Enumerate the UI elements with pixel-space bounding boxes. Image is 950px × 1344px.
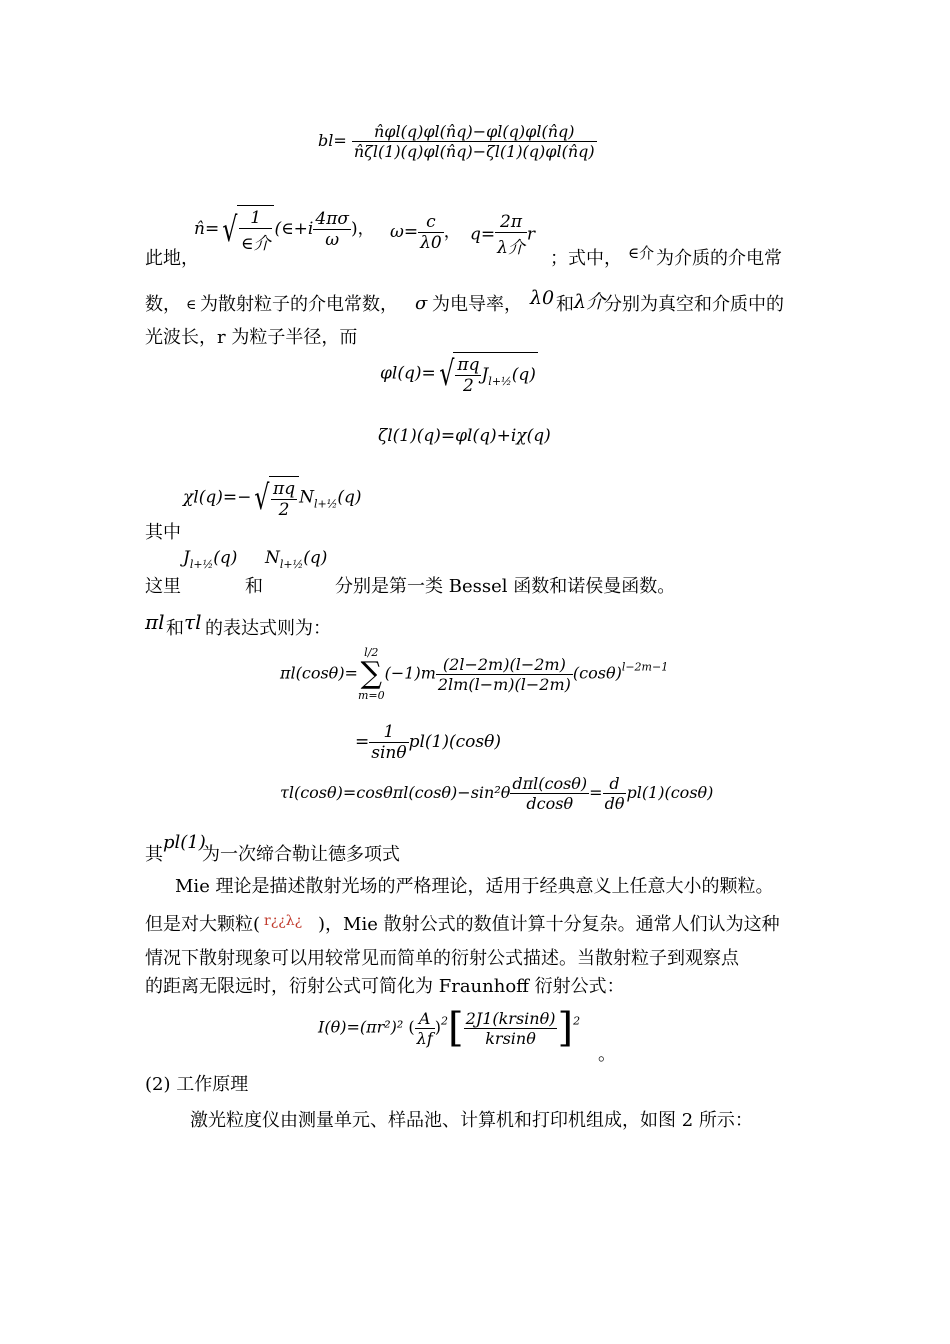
text-eps-med-tail: 为介质的介电常 [656, 248, 782, 269]
symbol-eps-med: ∈介 [628, 244, 655, 262]
formula-eq2-den: sinθ [371, 743, 407, 763]
paragraph-mie-3: 情况下散射现象可以用较常见而简单的衍射公式描述。当散射粒子到观察点 [145, 948, 739, 969]
formula-phi-J: J [481, 365, 489, 385]
formula-N [265, 548, 327, 571]
formula-n-num: 1 [239, 208, 273, 229]
formula-pi-den: 2lm(l−m)(l−2m) [437, 674, 571, 694]
formula-phi-sub: l+½ [488, 375, 512, 388]
text-qi: 其 [145, 844, 163, 865]
formula-q [470, 212, 535, 258]
formula-q-num: 2π [495, 212, 527, 233]
paragraph-mie-2-mark: r¿¿λ¿ [264, 913, 303, 929]
formula-bl-numerator: n̂φl(q)φl(n̂q)−φl(q)φl(n̂q) [352, 122, 597, 142]
paragraph-mie-4: 的距离无限远时，衍射公式可简化为 Fraunhoff 衍射公式： [145, 976, 625, 997]
formula-pi-num: (2l−2m)(l−2m) [436, 655, 573, 675]
text-legendre: 为一次缔合勒让德多项式 [202, 844, 400, 865]
symbol-tau-l: τl [184, 610, 202, 634]
formula-pi-tail: (cosθ) [572, 663, 622, 683]
formula-n-frac-num: 4πσ [315, 209, 349, 229]
formula-N-arg: (q) [303, 548, 328, 568]
formula-eq2-lhs: = [355, 732, 370, 752]
text-bessel: 分别是第一类 Bessel 函数和诺侯曼函数。 [335, 576, 676, 597]
symbol-sigma: σ [415, 293, 428, 314]
formula-sum-top: l/2 [364, 646, 379, 659]
formula-pi-l: πl(cosθ)= l/2 ∑ m=0 (−1)m $\frac{(2l-2m)(l-2m)}{2lm(l-m)(l-2m)}$ $(\cos\theta)^{l-2m-1}$ [280, 646, 669, 702]
formula-omega [390, 212, 461, 253]
symbol-lambda0: λ0 [530, 287, 555, 309]
text-qizhong: 其中 [145, 522, 181, 543]
formula-I-sq2: 2 [573, 1014, 581, 1028]
formula-tau-lhs: τl(cosθ)=cosθπl(cosθ)−sin²θ [280, 783, 511, 802]
formula-bl [318, 122, 597, 161]
text-he: 和 [245, 576, 263, 597]
formula-chi-num: πq [273, 479, 296, 499]
formula-I-lhs: I(θ)=(πr²)² [318, 1017, 404, 1037]
paragraph-mie-1: Mie 理论是描述散射光场的严格理论，适用于经典意义上任意大小的颗粒。 [175, 876, 774, 897]
formula-tau-num: dπl(cosθ) [512, 774, 588, 793]
formula-tau-den2: dθ [604, 794, 625, 813]
formula-pi-second [355, 722, 501, 763]
formula-pi-sign: (−1)m [384, 663, 436, 683]
formula-n-inner: (∈+i [274, 219, 314, 239]
formula-bl-denominator: n̂ζl(1)(q)φl(n̂q)−ζl(1)(q)φl(n̂q) [353, 142, 595, 161]
paragraph-laser: 激光粒度仪由测量单元、样品池、计算机和打印机组成，如图 2 所示： [190, 1110, 753, 1131]
formula-chi-N: N [299, 487, 314, 508]
formula-chi-sub: l+½ [313, 497, 338, 511]
formula-I-frac-num: A [415, 1009, 435, 1029]
formula-omega-den: λ0 [420, 233, 442, 253]
text-period: 。 [598, 1044, 616, 1065]
text-line2-d: 和 [556, 294, 574, 315]
formula-omega-tail: ， [443, 222, 461, 242]
formula-chi-arg: (q) [337, 487, 362, 508]
formula-I-frac-den: λf [416, 1028, 433, 1048]
paragraph-mie-2a: 但是对大颗粒( [145, 914, 261, 935]
text-line2-a: 数， [145, 294, 181, 315]
formula-tau-num2: d [603, 774, 627, 794]
formula-q-den: λ介 [497, 238, 525, 258]
formula-J-symbol: J [183, 548, 190, 568]
formula-I-den: krsinθ [485, 1028, 536, 1048]
formula-phi: φl(q)=√ $\frac{\pi q}{2}$ $J_{l+\frac{1}{2}}(q)$ [380, 354, 536, 396]
formula-J-arg: (q) [213, 548, 238, 568]
formula-J-sub: l+½ [189, 558, 214, 571]
formula-phi-num: πq [457, 355, 480, 375]
formula-q-lhs: q= [470, 224, 496, 245]
formula-bl-lhs: bl= [318, 131, 347, 150]
paragraph-mie-2b: )，Mie 散射公式的数值计算十分复杂。通常人们认为这种 [318, 914, 780, 935]
formula-pi-lhs: πl(cosθ)= [280, 663, 358, 683]
symbol-eps: ∈ [186, 297, 197, 313]
text-line2-b: 为散射粒子的介电常数， [200, 294, 398, 315]
formula-tau-l [280, 774, 713, 813]
formula-q-tail: r [526, 224, 536, 245]
formula-N-symbol: N [265, 548, 280, 568]
formula-omega-lhs: ω= [390, 222, 419, 242]
text-pi-tau-tail: 的表达式则为： [205, 618, 331, 639]
text-pi-tau-and: 和 [166, 618, 184, 639]
text-zheli: 这里 [145, 576, 181, 597]
formula-phi-lhs: φl(q)= [380, 363, 436, 384]
formula-chi-den: 2 [278, 500, 290, 520]
text-line3: 光波长，r 为粒子半径，而 [145, 327, 358, 348]
formula-n-hat: n̂=√ $\frac{1}{\text{∈介}}$ (∈+i $\frac{4\pi\sigma}{\omega}$ )， [194, 205, 375, 254]
formula-tau-den: dcosθ [526, 794, 574, 813]
symbol-lambda-med: λ介 [574, 291, 606, 313]
formula-phi-arg: (q) [511, 365, 536, 385]
formula-n-close: )， [350, 219, 375, 239]
formula-chi-lhs: χl(q)=− [183, 487, 252, 508]
formula-I-sq: 2 [440, 1014, 448, 1028]
formula-tau-tail: pl(1)(cosθ) [626, 783, 714, 802]
section-heading: (2) 工作原理 [145, 1074, 249, 1095]
symbol-pi-l: πl [145, 610, 165, 634]
formula-chi: χl(q)=−√ $\frac{\pi q}{2}$ $N_{l+\frac{1}{2}}(q)$ [183, 478, 362, 520]
text-line2-e: 分别为真空和介质中的 [604, 294, 784, 315]
formula-eq2-tail: pl(1)(cosθ) [408, 732, 501, 752]
text-line2-c: 为电导率， [432, 294, 522, 315]
formula-n-lhs: n̂= [194, 219, 220, 239]
formula-sum-bottom: m=0 [357, 689, 385, 702]
formula-J [183, 548, 237, 571]
formula-omega-num: c [418, 212, 444, 233]
symbol-p-l1: pl(1) [163, 832, 206, 853]
formula-eq2-num: 1 [369, 722, 408, 743]
formula-pi-exp: l−2m−1 [621, 660, 669, 674]
text-shizhong: ；式中， [550, 248, 622, 269]
formula-N-sub: l+½ [279, 558, 304, 571]
formula-I-num: 2J1(krsinθ) [465, 1008, 556, 1028]
formula-fraunhofer: I(θ)=(πr²)² ( $\frac{A}{\lambda f}$ )$^2$[ $\frac{2J1(krsin\theta)}{krsin\theta}$ ]$^2$ [318, 1005, 581, 1051]
formula-tau-eq: = [589, 783, 603, 802]
formula-n-frac-den: ω [325, 230, 340, 250]
formula-phi-den: 2 [463, 376, 474, 396]
formula-zeta: ζl(1)(q)=φl(q)+iχ(q) [378, 426, 551, 446]
formula-n-den: ∈介 [240, 234, 271, 254]
text-cidi: 此地， [145, 248, 199, 269]
